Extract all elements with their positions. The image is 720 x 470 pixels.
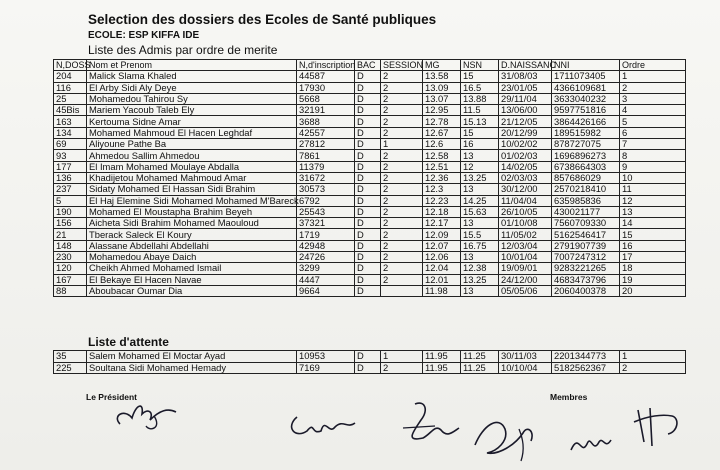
cell-birthdate: 02/03/03 — [499, 172, 552, 183]
cell-mg: 13.09 — [423, 82, 461, 93]
cell-doss: 134 — [54, 127, 87, 138]
cell-doss: 237 — [54, 184, 87, 195]
cell-nsn: 15 — [461, 127, 499, 138]
cell-nsn: 13 — [461, 184, 499, 195]
cell-doss: N,DOSS — [54, 60, 87, 71]
cell-bac: D — [355, 240, 381, 251]
table-row — [54, 351, 686, 363]
president-label: Le Président — [86, 392, 138, 402]
cell-mg: 12.95 — [423, 105, 461, 116]
cell-name: Kertouma Sidne Amar — [87, 116, 297, 127]
cell-mg: 12.58 — [423, 150, 461, 161]
cell-mg: 12.23 — [423, 195, 461, 206]
cell-nni: 635985836 — [552, 195, 620, 206]
cell-bac: BAC — [355, 60, 381, 71]
cell-name: Alassane Abdellahi Abdellahi — [87, 240, 297, 251]
cell-nsn: 13.25 — [461, 172, 499, 183]
waitlist-table — [53, 350, 686, 374]
cell-ordre: 15 — [620, 229, 686, 240]
cell-name: Tberack Saleck El Koury — [87, 229, 297, 240]
cell-nsn: 16.5 — [461, 82, 499, 93]
cell-ordre: 10 — [620, 172, 686, 183]
table-row — [54, 82, 686, 93]
cell-doss: 136 — [54, 172, 87, 183]
cell-birthdate: 01/02/03 — [499, 150, 552, 161]
cell-name: Aicheta Sidi Brahim Mohamed Maouloud — [87, 218, 297, 229]
cell-mg: 13.58 — [423, 71, 461, 82]
cell-bac: D — [355, 252, 381, 263]
cell-name: Sidaty Mohamed El Hassan Sidi Brahim — [87, 184, 297, 195]
cell-mg: 12.04 — [423, 263, 461, 274]
cell-ordre: 2 — [620, 82, 686, 93]
cell-nsn: 11.5 — [461, 105, 499, 116]
cell-birthdate: 13/06/00 — [499, 105, 552, 116]
cell-inscription: 24726 — [297, 252, 355, 263]
cell-nsn: 15.13 — [461, 116, 499, 127]
cell-birthdate: 20/12/99 — [499, 127, 552, 138]
table-row — [54, 240, 686, 251]
cell-bac: D — [355, 82, 381, 93]
cell-ordre: 5 — [620, 116, 686, 127]
table-row — [54, 105, 686, 116]
cell-birthdate: 12/03/04 — [499, 240, 552, 251]
cell-name: Soultana Sidi Mohamed Hemady — [87, 362, 297, 374]
table-row — [54, 274, 686, 285]
cell-bac: D — [355, 351, 381, 363]
cell-bac: D — [355, 150, 381, 161]
cell-birthdate: 10/01/04 — [499, 252, 552, 263]
cell-bac: D — [355, 362, 381, 374]
cell-nni: 2060400378 — [552, 285, 620, 296]
cell-name: El Imam Mohamed Moulaye Abdalla — [87, 161, 297, 172]
table-row — [54, 229, 686, 240]
cell-mg: 11.95 — [423, 351, 461, 363]
cell-nsn: 13.25 — [461, 274, 499, 285]
cell-doss: 69 — [54, 139, 87, 150]
table-row — [54, 139, 686, 150]
member-signature-1 — [285, 405, 360, 445]
cell-session: 2 — [381, 93, 423, 104]
cell-doss: 35 — [54, 351, 87, 363]
cell-ordre: 13 — [620, 206, 686, 217]
cell-mg: 12.07 — [423, 240, 461, 251]
cell-nni: 7560709330 — [552, 218, 620, 229]
cell-session: 2 — [381, 105, 423, 116]
cell-nsn: 13.88 — [461, 93, 499, 104]
cell-session: 2 — [381, 195, 423, 206]
cell-bac: D — [355, 184, 381, 195]
cell-session: 2 — [381, 362, 423, 374]
cell-mg: 11.95 — [423, 362, 461, 374]
document-title: Selection des dossiers des Ecoles de Santé publiques — [88, 12, 437, 27]
cell-nsn: 14.25 — [461, 195, 499, 206]
cell-nni: 857686029 — [552, 172, 620, 183]
cell-session: SESSION — [381, 60, 423, 71]
cell-birthdate: 30/12/00 — [499, 184, 552, 195]
cell-nni: 5182562367 — [552, 362, 620, 374]
header-row — [54, 60, 686, 71]
cell-session: 2 — [381, 252, 423, 263]
cell-inscription: 37321 — [297, 218, 355, 229]
list-subtitle: Liste des Admis par ordre de merite — [88, 43, 278, 57]
cell-birthdate: 26/10/05 — [499, 206, 552, 217]
cell-ordre: 12 — [620, 195, 686, 206]
cell-nni: 5162546417 — [552, 229, 620, 240]
cell-doss: 190 — [54, 206, 87, 217]
cell-inscription: 42948 — [297, 240, 355, 251]
cell-ordre: 11 — [620, 184, 686, 195]
cell-ordre: 18 — [620, 263, 686, 274]
cell-session: 2 — [381, 229, 423, 240]
cell-nni: 878727075 — [552, 139, 620, 150]
cell-ordre: 2 — [620, 362, 686, 374]
admis-table — [53, 59, 686, 297]
cell-mg: 12.18 — [423, 206, 461, 217]
cell-session: 2 — [381, 206, 423, 217]
cell-nsn: 11.25 — [461, 351, 499, 363]
cell-session: 2 — [381, 263, 423, 274]
cell-session: 2 — [381, 184, 423, 195]
cell-ordre: 17 — [620, 252, 686, 263]
cell-nsn: 13 — [461, 252, 499, 263]
cell-mg: 12.3 — [423, 184, 461, 195]
cell-nsn: 16.75 — [461, 240, 499, 251]
cell-bac: D — [355, 195, 381, 206]
cell-birthdate: 23/01/05 — [499, 82, 552, 93]
cell-doss: 120 — [54, 263, 87, 274]
cell-name: Cheikh Ahmed Mohamed Ismail — [87, 263, 297, 274]
table-row — [54, 206, 686, 217]
cell-doss: 93 — [54, 150, 87, 161]
cell-bac: D — [355, 139, 381, 150]
cell-name: Mohamed El Moustapha Brahim Beyeh — [87, 206, 297, 217]
cell-bac: D — [355, 172, 381, 183]
cell-nsn: 15.63 — [461, 206, 499, 217]
cell-doss: 225 — [54, 362, 87, 374]
table-row — [54, 127, 686, 138]
cell-birthdate: 11/05/02 — [499, 229, 552, 240]
table-row — [54, 116, 686, 127]
cell-session: 2 — [381, 82, 423, 93]
cell-nsn: 15.5 — [461, 229, 499, 240]
cell-mg: 12.78 — [423, 116, 461, 127]
member-signature-2 — [395, 398, 465, 448]
table-row — [54, 285, 686, 296]
cell-bac: D — [355, 127, 381, 138]
cell-inscription: 1719 — [297, 229, 355, 240]
table-row — [54, 161, 686, 172]
cell-inscription: 4447 — [297, 274, 355, 285]
cell-inscription: 3688 — [297, 116, 355, 127]
cell-nsn: 12.38 — [461, 263, 499, 274]
cell-bac: D — [355, 206, 381, 217]
cell-ordre: 7 — [620, 139, 686, 150]
cell-mg: 12.36 — [423, 172, 461, 183]
cell-name: Aliyoune Pathe Ba — [87, 139, 297, 150]
cell-doss: 163 — [54, 116, 87, 127]
cell-doss: 204 — [54, 71, 87, 82]
cell-session: 2 — [381, 127, 423, 138]
cell-bac: D — [355, 93, 381, 104]
cell-mg: 12.01 — [423, 274, 461, 285]
cell-doss: 156 — [54, 218, 87, 229]
cell-mg: 12.06 — [423, 252, 461, 263]
cell-nsn: 12 — [461, 161, 499, 172]
cell-nni: 2791907739 — [552, 240, 620, 251]
membres-label: Membres — [550, 392, 588, 402]
table-row — [54, 172, 686, 183]
cell-inscription: 11379 — [297, 161, 355, 172]
cell-inscription: 27812 — [297, 139, 355, 150]
cell-name: Mohamed Mahmoud El Hacen Leghdaf — [87, 127, 297, 138]
cell-nni: 9283221265 — [552, 263, 620, 274]
cell-birthdate: 10/02/02 — [499, 139, 552, 150]
school-line: ECOLE: ESP KIFFA IDE — [88, 30, 200, 41]
cell-nni: 430021177 — [552, 206, 620, 217]
cell-inscription: 5668 — [297, 93, 355, 104]
cell-doss: 148 — [54, 240, 87, 251]
cell-birthdate: 19/09/01 — [499, 263, 552, 274]
cell-bac: D — [355, 274, 381, 285]
cell-birthdate: 11/04/04 — [499, 195, 552, 206]
cell-ordre: 16 — [620, 240, 686, 251]
cell-mg: 12.51 — [423, 161, 461, 172]
cell-nni: 6738664303 — [552, 161, 620, 172]
cell-mg: 13.07 — [423, 93, 461, 104]
waitlist-title: Liste d'attente — [88, 335, 169, 349]
cell-nsn: 13 — [461, 285, 499, 296]
cell-session: 2 — [381, 71, 423, 82]
cell-name: Mariem Yacoub Taleb Ely — [87, 105, 297, 116]
cell-ordre: 14 — [620, 218, 686, 229]
table-row — [54, 218, 686, 229]
cell-name: Mohamedou Tahirou Sy — [87, 93, 297, 104]
cell-session: 2 — [381, 240, 423, 251]
cell-bac: D — [355, 263, 381, 274]
cell-inscription: 30573 — [297, 184, 355, 195]
cell-ordre: 20 — [620, 285, 686, 296]
cell-nni: 189515982 — [552, 127, 620, 138]
member-signature-4 — [565, 420, 615, 465]
cell-nni: 3633040232 — [552, 93, 620, 104]
cell-doss: 230 — [54, 252, 87, 263]
cell-birthdate: 14/02/05 — [499, 161, 552, 172]
cell-name: Mohamedou Abaye Daich — [87, 252, 297, 263]
cell-doss: 5 — [54, 195, 87, 206]
cell-doss: 45Bis — [54, 105, 87, 116]
cell-nni: 4683473796 — [552, 274, 620, 285]
cell-session: 1 — [381, 139, 423, 150]
member-signature-5 — [628, 402, 688, 450]
cell-nni: 9597751816 — [552, 105, 620, 116]
cell-birthdate: 29/11/04 — [499, 93, 552, 104]
cell-inscription: N,d'inscription — [297, 60, 355, 71]
cell-bac: D — [355, 71, 381, 82]
cell-birthdate: 30/11/03 — [499, 351, 552, 363]
cell-ordre: 1 — [620, 71, 686, 82]
cell-inscription: 25543 — [297, 206, 355, 217]
cell-inscription: 32191 — [297, 105, 355, 116]
cell-name: Salem Mohamed El Moctar Ayad — [87, 351, 297, 363]
cell-nsn: NSN — [461, 60, 499, 71]
cell-doss: 177 — [54, 161, 87, 172]
cell-mg: 12.17 — [423, 218, 461, 229]
table-row — [54, 263, 686, 274]
cell-bac: D — [355, 161, 381, 172]
cell-inscription: 10953 — [297, 351, 355, 363]
cell-nni: 1711073405 — [552, 71, 620, 82]
cell-inscription: 17930 — [297, 82, 355, 93]
cell-session: 1 — [381, 351, 423, 363]
cell-ordre: 3 — [620, 93, 686, 104]
cell-birthdate: 24/12/00 — [499, 274, 552, 285]
table-row — [54, 93, 686, 104]
cell-doss: 88 — [54, 285, 87, 296]
cell-session: 2 — [381, 116, 423, 127]
cell-name: Khadijetou Mohamed Mahmoud Amar — [87, 172, 297, 183]
cell-inscription: 7861 — [297, 150, 355, 161]
cell-inscription: 3299 — [297, 263, 355, 274]
cell-birthdate: 31/08/03 — [499, 71, 552, 82]
cell-ordre: 19 — [620, 274, 686, 285]
cell-bac: D — [355, 285, 381, 296]
cell-name: Nom et Prenom — [87, 60, 297, 71]
cell-nni: 3864426166 — [552, 116, 620, 127]
cell-nni: NNI — [552, 60, 620, 71]
cell-ordre: Ordre — [620, 60, 686, 71]
cell-birthdate: 01/10/08 — [499, 218, 552, 229]
cell-nni: 2201344773 — [552, 351, 620, 363]
cell-session: 2 — [381, 172, 423, 183]
cell-doss: 167 — [54, 274, 87, 285]
cell-nsn: 16 — [461, 139, 499, 150]
cell-mg: 12.67 — [423, 127, 461, 138]
cell-inscription: 9664 — [297, 285, 355, 296]
cell-ordre: 8 — [620, 150, 686, 161]
cell-name: El Arby Sidi Aly Deye — [87, 82, 297, 93]
cell-doss: 21 — [54, 229, 87, 240]
cell-mg: 12.09 — [423, 229, 461, 240]
cell-name: El Bekaye El Hacen Navae — [87, 274, 297, 285]
cell-bac: D — [355, 229, 381, 240]
cell-bac: D — [355, 116, 381, 127]
cell-session — [381, 285, 423, 296]
cell-session: 2 — [381, 150, 423, 161]
cell-mg: MG — [423, 60, 461, 71]
cell-doss: 116 — [54, 82, 87, 93]
cell-doss: 25 — [54, 93, 87, 104]
cell-name: Malick Slama Khaled — [87, 71, 297, 82]
member-signature-3 — [465, 405, 545, 465]
cell-name: Ahmedou Sallim Ahmedou — [87, 150, 297, 161]
cell-ordre: 6 — [620, 127, 686, 138]
table-row — [54, 184, 686, 195]
table-row — [54, 71, 686, 82]
cell-session: 2 — [381, 274, 423, 285]
cell-nsn: 13 — [461, 218, 499, 229]
cell-nsn: 11.25 — [461, 362, 499, 374]
cell-session: 2 — [381, 218, 423, 229]
cell-nsn: 13 — [461, 150, 499, 161]
table-row — [54, 362, 686, 374]
cell-inscription: 44587 — [297, 71, 355, 82]
table-row — [54, 195, 686, 206]
cell-bac: D — [355, 218, 381, 229]
cell-name: El Haj Elemine Sidi Mohamed Mohamed M'Bareck — [87, 195, 297, 206]
cell-birthdate: 10/10/04 — [499, 362, 552, 374]
cell-birthdate: 05/05/06 — [499, 285, 552, 296]
cell-birthdate: 21/12/05 — [499, 116, 552, 127]
cell-nni: 1696896273 — [552, 150, 620, 161]
cell-ordre: 1 — [620, 351, 686, 363]
cell-nsn: 15 — [461, 71, 499, 82]
cell-session: 2 — [381, 161, 423, 172]
cell-nni: 2570218410 — [552, 184, 620, 195]
cell-inscription: 7169 — [297, 362, 355, 374]
cell-name: Aboubacar Oumar Dia — [87, 285, 297, 296]
cell-inscription: 42557 — [297, 127, 355, 138]
table-row — [54, 252, 686, 263]
cell-bac: D — [355, 105, 381, 116]
cell-mg: 12.6 — [423, 139, 461, 150]
table-row — [54, 150, 686, 161]
cell-ordre: 4 — [620, 105, 686, 116]
president-signature — [110, 398, 190, 434]
cell-birthdate: D.NAISSANC — [499, 60, 552, 71]
cell-nni: 7007247312 — [552, 252, 620, 263]
cell-inscription: 31672 — [297, 172, 355, 183]
cell-nni: 4366109681 — [552, 82, 620, 93]
cell-ordre: 9 — [620, 161, 686, 172]
cell-mg: 11.98 — [423, 285, 461, 296]
cell-inscription: 6792 — [297, 195, 355, 206]
